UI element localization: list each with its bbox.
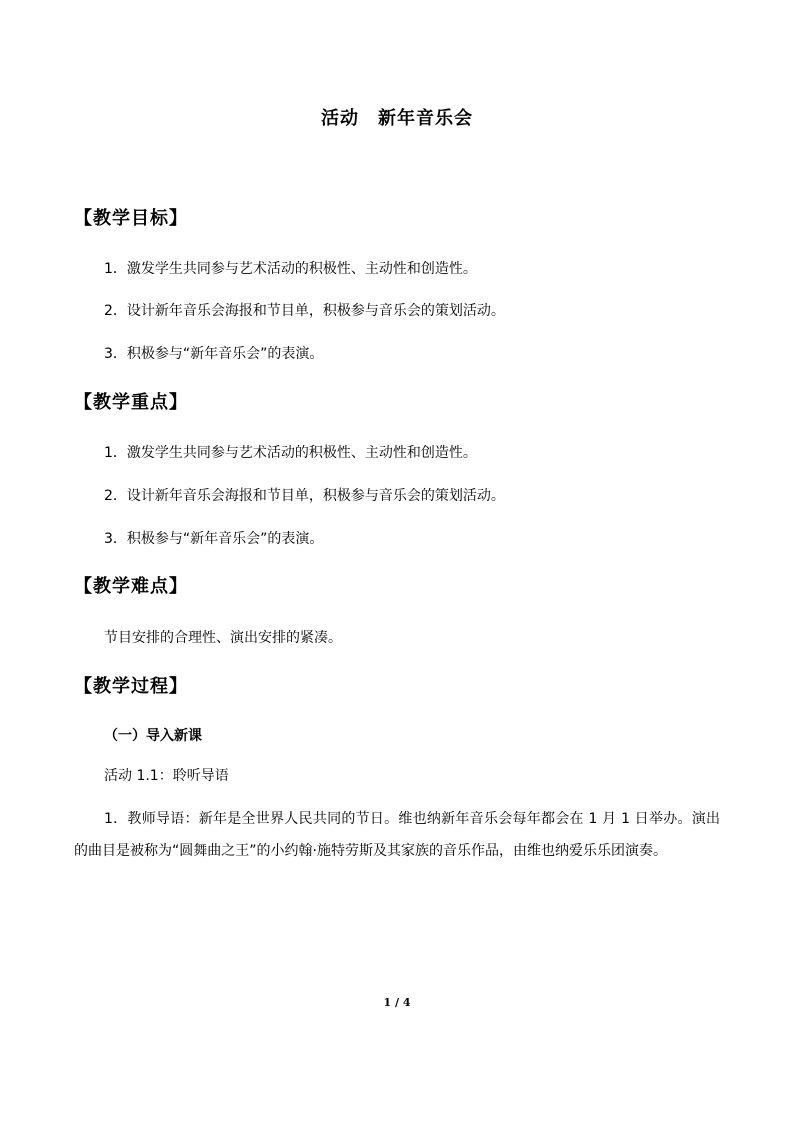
activity-label: 活动 1.1：聆听导语	[104, 768, 229, 784]
section-heading-objectives: 【教学目标】	[74, 208, 188, 229]
process-paragraph: 1．教师导语：新年是全世界人民共同的节日。维也纳新年音乐会每年都会在 1 月 1 日举办。演出的曲目是被称为“圆舞曲之王”的小约翰·施特劳斯及其家族的音乐作品，由维也纳爱乐乐团演奏。	[74, 811, 720, 859]
process-subheading: （一）导入新课	[104, 728, 202, 744]
key-point-item: 2．设计新年音乐会海报和节目单，积极参与音乐会的策划活动。	[104, 488, 505, 504]
key-point-item: 3．积极参与“新年音乐会”的表演。	[104, 531, 324, 547]
objective-item: 3．积极参与“新年音乐会”的表演。	[104, 346, 324, 362]
section-heading-difficulties: 【教学难点】	[74, 576, 188, 597]
section-heading-key-points: 【教学重点】	[74, 392, 188, 413]
key-point-item: 1．激发学生共同参与艺术活动的积极性、主动性和创造性。	[104, 445, 477, 461]
objective-item: 2．设计新年音乐会海报和节目单，积极参与音乐会的策划活动。	[104, 303, 505, 319]
document-title: 活动 新年音乐会	[321, 108, 473, 129]
objective-item: 1．激发学生共同参与艺术活动的积极性、主动性和创造性。	[104, 261, 477, 277]
section-heading-process: 【教学过程】	[74, 676, 188, 697]
difficulty-item: 节目安排的合理性、演出安排的紧凑。	[104, 630, 342, 646]
page-number: 1 / 4	[383, 996, 411, 1009]
